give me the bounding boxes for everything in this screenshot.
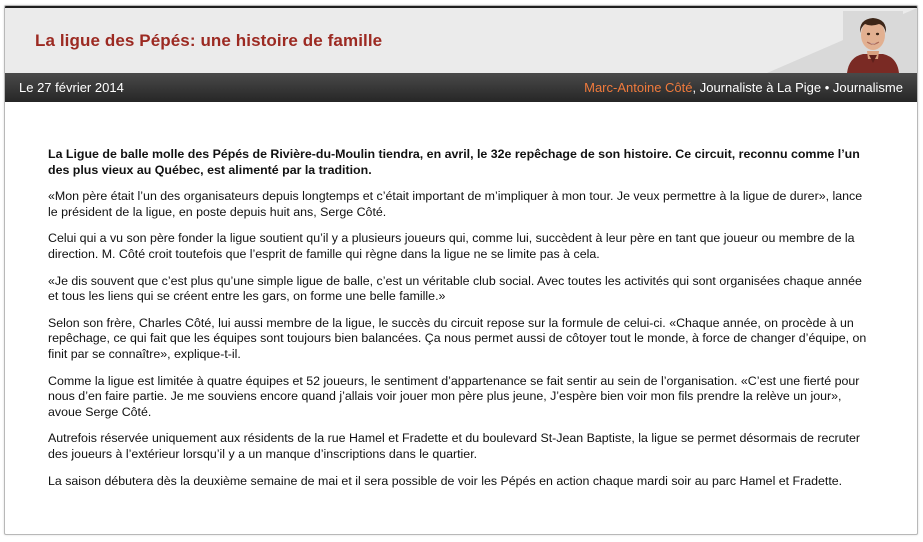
article-body xyxy=(48,147,868,500)
author-photo xyxy=(843,11,903,73)
article-paragraph: La saison débutera dès la deuxième semaine de mai et il sera possible de voir les Pépés en action chaque mardi soir au parc Hamel et Fradette. xyxy=(48,473,843,488)
article-header xyxy=(5,8,917,73)
author-role: , Journaliste à La Pige • Journalisme xyxy=(692,80,903,95)
article-meta-bar xyxy=(5,73,917,102)
article-paragraph: Celui qui a vu son père fonder la ligue soutient qu’il y a plusieurs joueurs qui, comme lui, succèdent à leur père en tant que joueur ou membre de la direction. M. Côté croit toutefois que l’esprit de famille qui règne dans la ligue ne se limite pas à cela. xyxy=(48,231,855,261)
article-paragraph: «Mon père était l’un des organisateurs depuis longtemps et c’était important de m’impliquer à mon tour. Je veux permettre à la ligue de durer», lance le président de la ligue, en poste depuis huit ans, Serge Côté. xyxy=(48,189,863,219)
publication-date: Le 27 février 2014 xyxy=(19,80,124,95)
article-paragraph: «Je dis souvent que c’est plus qu’une simple ligue de balle, c’est un véritable club social. Avec toutes les activités qui sont organisées chaque année et tous les liens qui se créent entre les gars, on forme une belle famille.» xyxy=(48,273,862,304)
byline xyxy=(584,80,903,95)
article-paragraph: Selon son frère, Charles Côté, lui aussi membre de la ligue, le succès du circuit repose sur la formule de celui-ci. «Chaque année, on procède à un repêchage, ce qui fait que les équipes sont toujours bien balancées. Ça nous permet aussi de côtoyer tout le monde, à force de changer d’équipe, on finit par se connaître», explique-t-il. xyxy=(48,315,867,361)
article-paragraph: Comme la ligue est limitée à quatre équipes et 52 joueurs, le sentiment d’appartenance se fait sentir au sein de l’organisation. «C’est une fierté pour nous d’en faire partie. Je me souviens encore quand j’allais voir jouer mon père plus jeune, J’espère bien voir mon fils prendre la relève un jour», avoue Serge Côté. xyxy=(48,373,860,419)
article-title: La ligue des Pépés: une histoire de famille xyxy=(35,31,383,50)
article-paragraph: Autrefois réservée uniquement aux résidents de la rue Hamel et Fradette et du boulevard St-Jean Baptiste, la ligue se permet désormais de recruter des joueurs à l’extérieur lorsqu’il y a un manque d’inscriptions dans le quartier. xyxy=(48,431,861,461)
article-lead: La Ligue de balle molle des Pépés de Rivière-du-Moulin tiendra, en avril, le 32e repêchage de son histoire. Ce circuit, reconnu comme l’un des plus vieux au Québec, est alimenté par la tradition. xyxy=(48,147,860,177)
author-name[interactable]: Marc-Antoine Côté xyxy=(584,80,693,95)
